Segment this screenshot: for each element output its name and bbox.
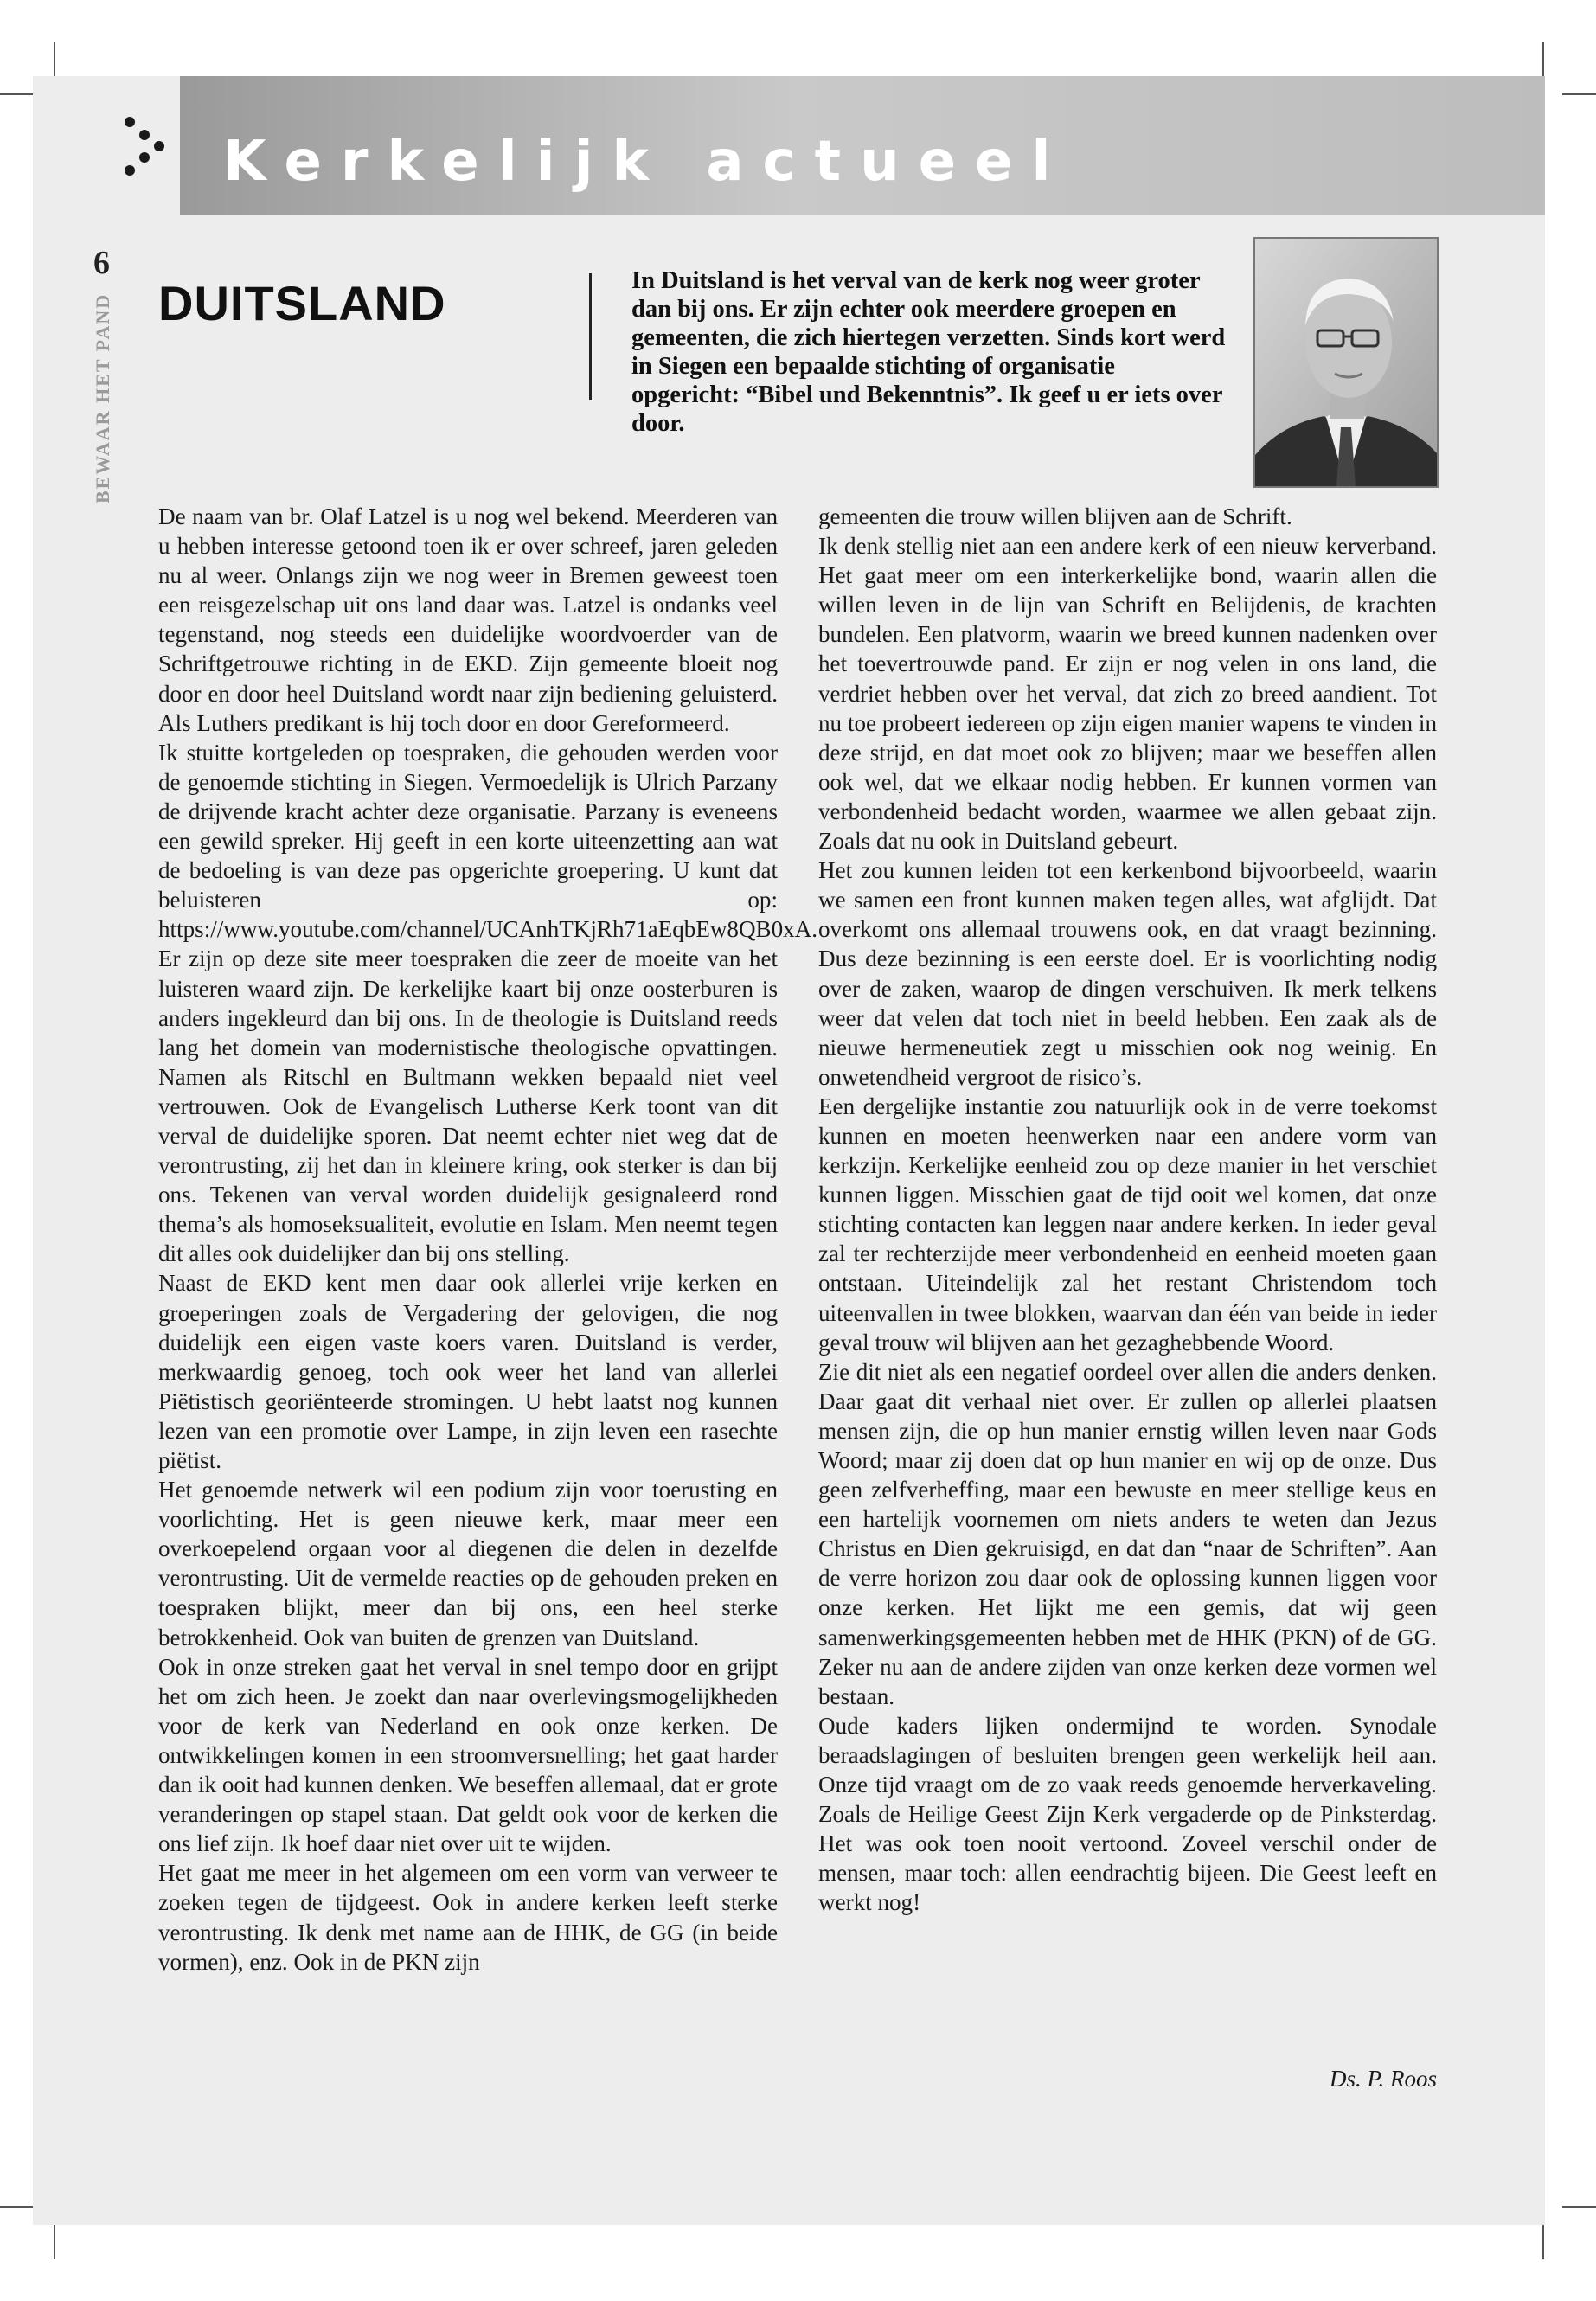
crop-mark	[54, 2225, 55, 2259]
crop-mark	[1542, 42, 1544, 76]
crop-mark	[0, 2206, 35, 2208]
article-paragraph: Naast de EKD kent men daar ook allerlei vrije kerken en groeperingen zoals de Vergadering der gelovigen, die nog duidelijk een eigen vaste koers varen. Duitsland is verder, merkwaardig genoeg, toch ook weer het land van allerlei Piëtistisch georiënteerde stromingen. U hebt laatst nog kunnen lezen van een promotie over Lampe, in zijn leven een rasechte piëtist.	[158, 1270, 778, 1473]
page-number: 6	[93, 245, 110, 281]
article-column-left	[158, 502, 818, 1977]
article-paragraph: gemeenten die trouw willen blijven aan de Schrift.	[818, 503, 1292, 529]
intro-divider	[589, 273, 592, 400]
author-signature: Ds. P. Roos	[1329, 2066, 1437, 2092]
article-paragraph: Zie dit niet als een negatief oordeel over allen die anders denken. Daar gaat dit verhaal niet over. Er zullen op allerlei plaatsen mensen zijn, die op hun manier ernstig willen leven naar Gods Woord; maar zij doen dat op hun manier en wij op de onze. Dus geen zelfverheffing, maar een bewuste en meer stellige keus en een hartelijk voornemen om niets anders te weten dan Jezus Christus en Dien gekruisigd, en dat dan “naar de Schriften”. Aan de verre horizon zou daar ook de oplossing kunnen liggen voor onze kerken. Het lijkt me een gemis, dat wij geen samenwerkingsgemeenten hebben met de HHK (PKN) of de GG. Zeker nu aan de andere zijden van onze kerken deze vormen wel bestaan.	[818, 1358, 1437, 1709]
crop-mark	[1562, 93, 1596, 95]
article-paragraph: Ook in onze streken gaat het verval in snel tempo door en grijpt het om zich heen. Je zoekt dan naar overlevingsmogelijkheden voor de kerk van Nederland en ook onze kerken. De ontwikkelingen komen in een stroomversnelling; het gaat harder dan ik ooit had kunnen denken. We beseffen allemaal, dat er grote veranderingen op stapel staan. Dat geldt ook voor de kerken die ons lief zijn. Ik hoef daar niet over uit te wijden.	[158, 1653, 778, 1857]
article-paragraph: Het gaat me meer in het algemeen om een vorm van verweer te zoeken tegen de tijdgeest. Ook in andere kerken leeft sterke verontrusting. Ik denk met name aan de HHK, de GG (in beide vormen), enz. Ook in de PKN zijn	[158, 1860, 778, 1975]
side-label: BEWAAR HET PAND	[92, 292, 113, 503]
article-column-right	[818, 502, 1437, 1918]
crop-mark	[54, 42, 55, 76]
article-paragraph: Een dergelijke instantie zou natuurlijk ook in de verre toekomst kunnen en moeten heenwerken naar een andere vorm van kerkzijn. Kerkelijke eenheid zou op deze manier in het verschiet kunnen liggen. Misschien gaat de tijd ooit wel komen, dat onze stichting contacten kan leggen naar andere kerken. In ieder geval zal ter rechterzijde meer verbondenheid en eenheid moeten gaan ontstaan. Uiteindelijk zal het restant Christendom toch uiteenvallen in twee blokken, waarvan dan één van beide in ieder geval trouw wil blijven aan het gezaghebbende Woord.	[818, 1093, 1437, 1356]
article-paragraph: De naam van br. Olaf Latzel is u nog wel bekend. Meerderen van u hebben interesse getoond toen ik er over schreef, jaren geleden nu al weer. Onlangs zijn we nog weer in Bremen geweest toen een reisgezelschap uit ons land daar was. Latzel is ondanks veel tegenstand, nog steeds een duidelijke woordvoerder van de Schriftgetrouwe richting in de EKD. Zijn gemeente bloeit nog door en door heel Duitsland wordt naar zijn bediening geluisterd. Als Luthers predikant is hij toch door en door Gereformeerd.	[158, 503, 778, 736]
article-intro: In Duitsland is het verval van de kerk nog weer groter dan bij ons. Er zijn echter ook meerdere groepen en gemeenten, die zich hiertegen verzetten. Sinds kort werd in Siegen een bepaalde stichting of organisatie opgericht: “Bibel und Bekenntnis”. Ik geef u er iets over door.	[631, 267, 1226, 437]
article-paragraph: Ik denk stellig niet aan een andere kerk of een nieuw kerverband. Het gaat meer om een interkerkelijke bond, waarin allen die willen leven in de lijn van Schrift en Belijdenis, de krachten bundelen. Een platvorm, waarin we breed kunnen nadenken over het toevertrouwde pand. Er zijn er nog velen in ons land, die verdriet hebben over het verval, dat zich zo breed aandient. Tot nu toe probeert iedereen op zijn eigen manier wapens te vinden in deze strijd, en dat moet ook zo blijven; maar we beseffen allen ook wel, dat we elkaar nodig hebben. Er kunnen vormen van verbondenheid bedacht worden, waarmee we allen gebaat zijn. Zoals dat nu ook in Duitsland gebeurt.	[818, 533, 1437, 855]
dots-ornament-icon	[121, 116, 166, 176]
crop-mark	[0, 93, 35, 95]
author-portrait	[1255, 239, 1437, 486]
article-paragraph: Het genoemde netwerk wil een podium zijn voor toerusting en voorlichting. Het is geen nieuwe kerk, maar meer een overkoepelend orgaan voor al diegenen die delen in dezelfde verontrusting. Uit de vermelde reacties op de gehouden preken en toespraken blijkt, meer dan bij ons, een heel sterke betrokkenheid. Ook van buiten de grenzen van Duitsland.	[158, 1477, 778, 1650]
article-paragraph: Er zijn op deze site meer toespraken die zeer de moeite van het luisteren waard zijn. De kerkelijke kaart bij onze oosterburen is anders ingekleurd dan bij ons. In de theologie is Duitsland reeds lang het domein van modernistische theologische opvattingen. Namen als Ritschl en Bultmann wekken bepaald niet veel vertrouwen. Ook de Evangelisch Lutherse Kerk toont van dit verval de duidelijke sporen. Dat neemt echter niet weg dat de verontrusting, zij het dan in kleinere kring, ook sterker is dan bij ons. Tekenen van verval worden duidelijk gesignaleerd rond thema’s als homoseksualiteit, evolutie en Islam. Men neemt tegen dit alles ook duidelijker dan bij ons stelling.	[158, 945, 778, 1267]
section-title: Kerkelijk actueel	[223, 130, 1070, 194]
article-paragraph: Oude kaders lijken ondermijnd te worden. Synodale beraadslagingen of besluiten brengen geen werkelijk heil aan. Onze tijd vraagt om de zo vaak reeds genoemde herverkaveling. Zoals de Heilige Geest Zijn Kerk vergaderde op de Pinksterdag. Het was ook toen nooit vertoond. Zoveel verschil onder de mensen, maar toch: allen eendrachtig bijeen. Die Geest leeft en werkt nog!	[818, 1712, 1437, 1916]
crop-mark	[1562, 2206, 1596, 2208]
article-paragraph: Ik stuitte kortgeleden op toespraken, die gehouden werden voor de genoemde stichting in Siegen. Vermoedelijk is Ulrich Parzany de drijvende kracht achter deze organisatie. Parzany is eveneens een gewild spreker. Hij geeft in een korte uiteenzetting aan wat de bedoeling is van deze pas opgerichte groepering. U kunt dat beluisteren op: https://www.youtube.com/channel/UCAnhTKjRh71aEqbEw8QB0xA.	[158, 739, 818, 943]
crop-mark	[1542, 2225, 1544, 2259]
article-paragraph: Het zou kunnen leiden tot een kerkenbond bijvoorbeeld, waarin we samen een front kunnen maken tegen alles, wat afglijdt. Dat overkomt ons allemaal trouwens ook, en dat vraagt bezinning. Dus deze bezinning is een eerste doel. Er is voorlichting nodig over de zaken, waarop de dingen verschuiven. Ik merk telkens weer dat velen dat toch niet in beeld hebben. Een zaak als de nieuwe hermeneutiek zegt u misschien ook nog weinig. En onwetendheid vergroot de risico’s.	[818, 857, 1437, 1090]
article-title: DUITSLAND	[158, 276, 446, 330]
